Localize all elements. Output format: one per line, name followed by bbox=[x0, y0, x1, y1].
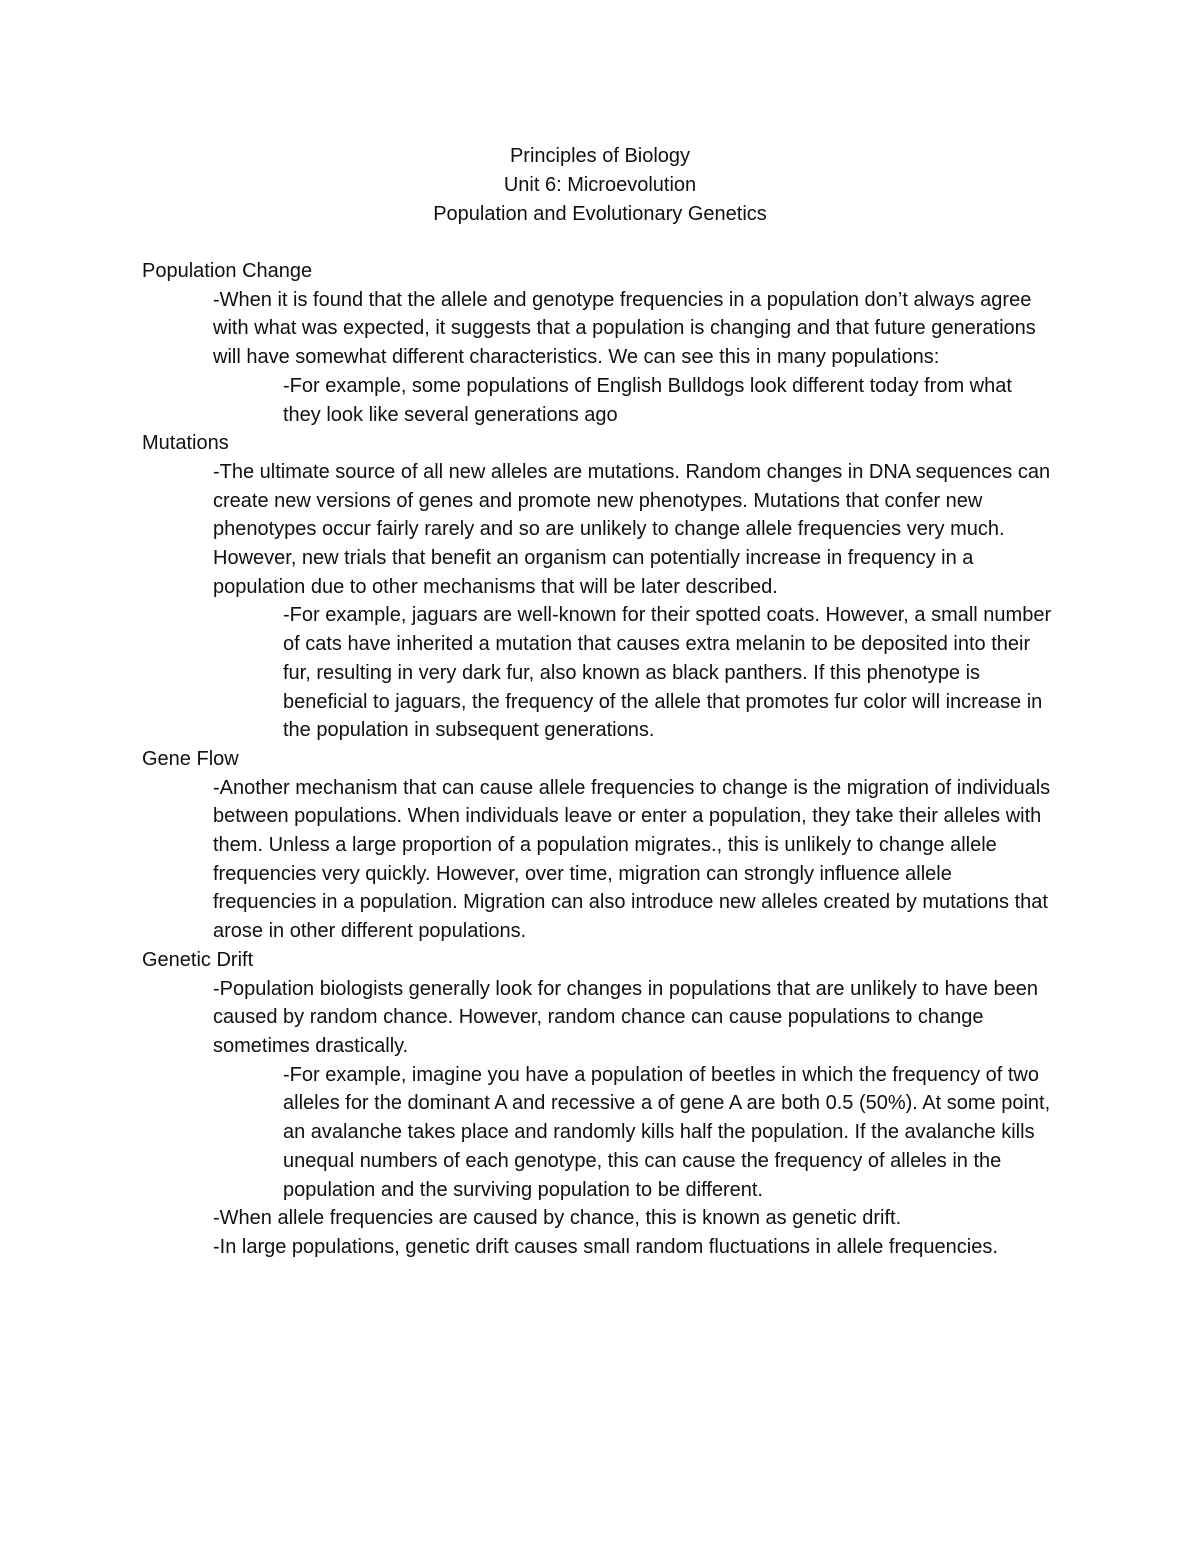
population-change-example: -For example, some populations of English Bulldogs look different today from what they look like several generations ago bbox=[283, 374, 1012, 426]
genetic-drift-example: -For example, imagine you have a population of beetles in which the frequency of two alleles for the dominant A and recessive a of gene A are both 0.5 (50%). At some point, an avalanche takes place and randomly kills half the population. If the avalanche kills unequal numbers of each genotype, this can cause the frequency of alleles in the population and the surviving population to be different. bbox=[283, 1063, 1051, 1201]
document-body bbox=[142, 257, 1082, 1262]
genetic-drift-definition: -When allele frequencies are caused by chance, this is known as genetic drift. bbox=[213, 1207, 902, 1230]
unit-title: Unit 6: Microevolution bbox=[503, 174, 697, 196]
population-change-paragraph: -When it is found that the allele and genotype frequencies in a population don’t always agree with what was expected, it suggests that a population is changing and that future generations will have somewhat different characteristics. We can see this in many populations: bbox=[213, 288, 1036, 369]
genetic-drift-large-populations: -In large populations, genetic drift causes small random fluctuations in allele frequencies. bbox=[213, 1235, 998, 1258]
section-heading-gene-flow: Gene Flow bbox=[142, 747, 239, 770]
topic-title: Population and Evolutionary Genetics bbox=[433, 203, 767, 225]
section-heading-mutations: Mutations bbox=[142, 432, 229, 455]
course-title: Principles of Biology bbox=[509, 145, 691, 167]
document-title-block bbox=[0, 142, 1200, 229]
mutations-example: -For example, jaguars are well-known for their spotted coats. However, a small number of cats have inherited a mutation that causes extra melanin to be deposited into their fur, resulting in very dark fur, also known as black panthers. If this phenotype is beneficial to jaguars, the frequency of the allele that promotes fur color will increase in the population in subsequent generations. bbox=[283, 604, 1052, 742]
section-heading-population-change: Population Change bbox=[142, 260, 313, 282]
gene-flow-paragraph: -Another mechanism that can cause allele frequencies to change is the migration of individuals between populations. When individuals leave or enter a population, they take their alleles with them. Unless a large proportion of a population migrates., this is unlikely to change allele frequencies very quickly. However, over time, migration can strongly influence allele frequencies in a population. Migration can also introduce new alleles created by mutations that arose in other different populations. bbox=[213, 776, 1051, 943]
mutations-paragraph: -The ultimate source of all new alleles are mutations. Random changes in DNA sequences can create new versions of genes and promote new phenotypes. Mutations that confer new phenotypes occur fairly rarely and so are unlikely to change allele frequencies very much. However, new trials that benefit an organism can potentially increase in frequency in a population due to other mechanisms that will be later described. bbox=[213, 460, 1051, 598]
genetic-drift-paragraph: -Population biologists generally look for changes in populations that are unlikely to have been caused by random chance. However, random chance can cause populations to change sometimes drastically. bbox=[213, 977, 1038, 1057]
section-heading-genetic-drift: Genetic Drift bbox=[142, 948, 254, 971]
